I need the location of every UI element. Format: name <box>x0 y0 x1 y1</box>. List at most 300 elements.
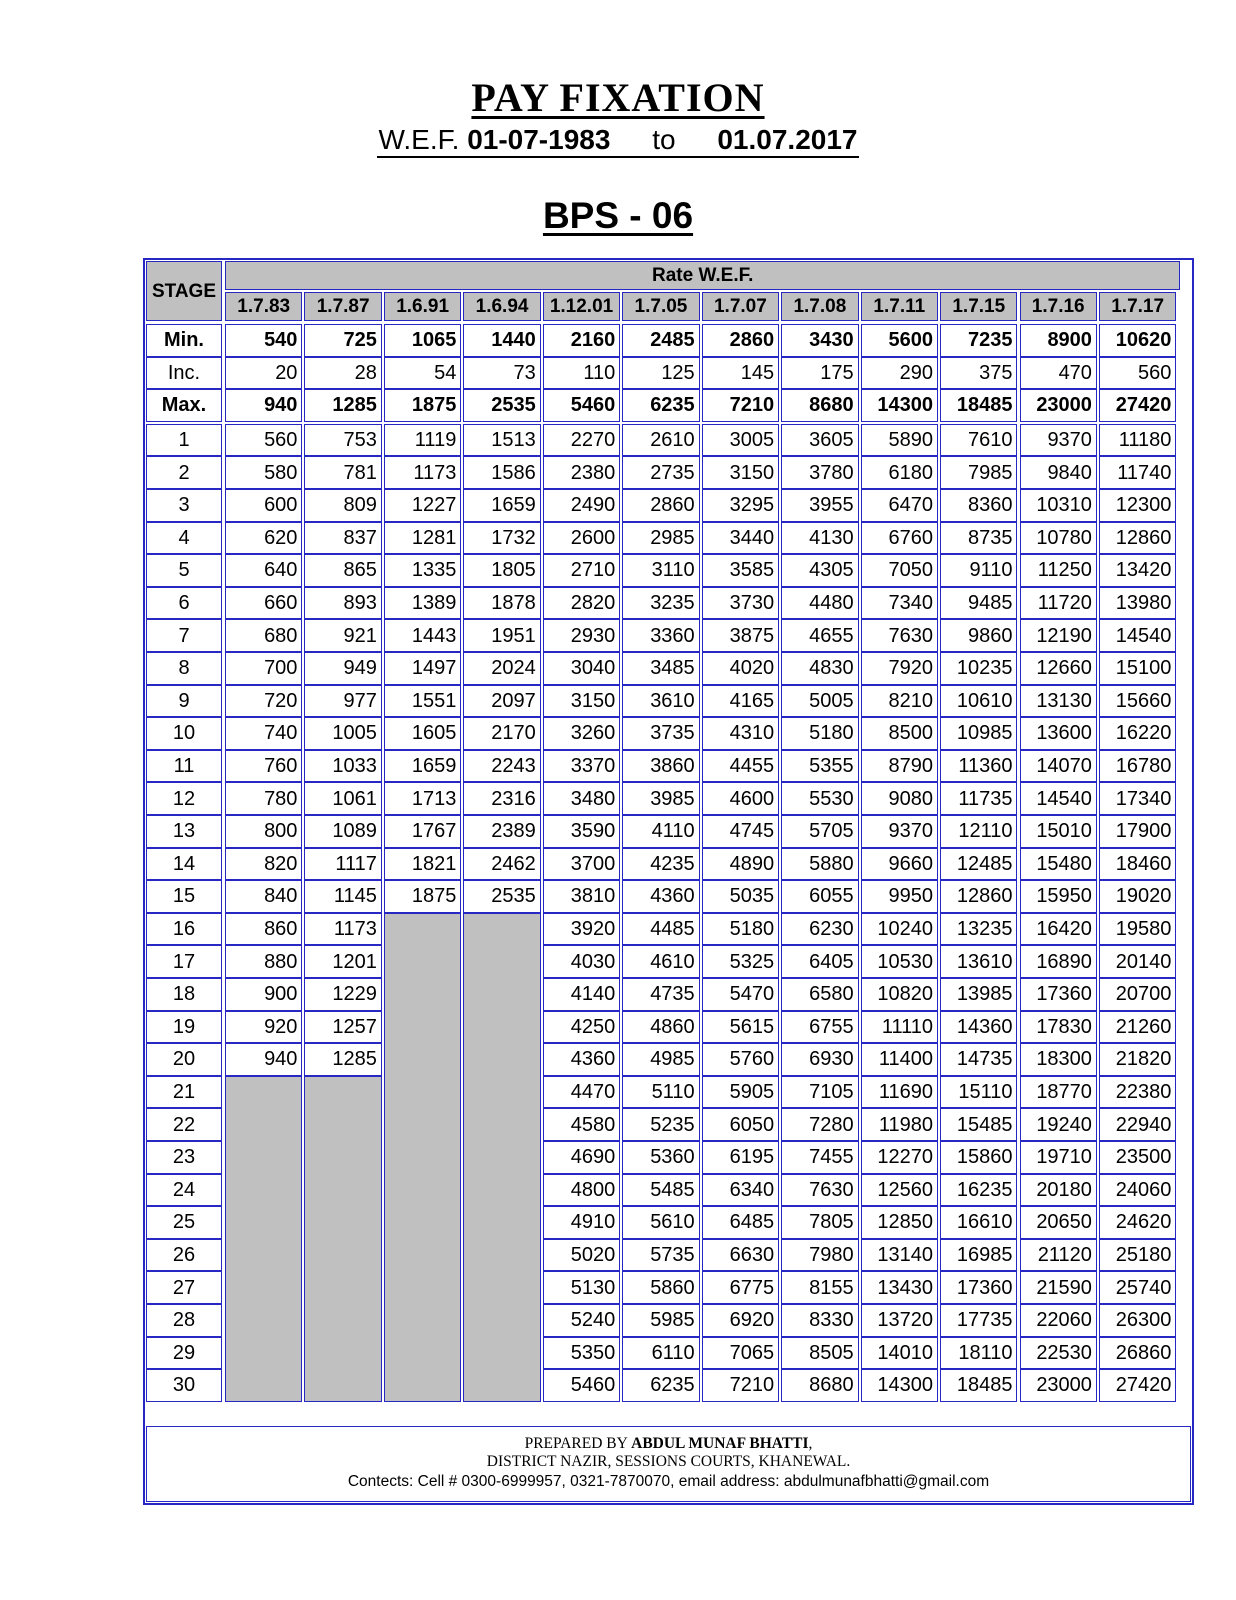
stage-value-cell: 3610 <box>622 685 699 718</box>
stage-value-cell: 15485 <box>940 1108 1017 1141</box>
stage-value-cell: 3370 <box>543 750 620 783</box>
stage-value-cell: 3040 <box>543 652 620 685</box>
stage-value-cell: 10820 <box>861 978 938 1011</box>
stage-value-cell: 5355 <box>781 750 858 783</box>
stage-value-cell: 9660 <box>861 848 938 881</box>
stage-value-cell: 3605 <box>781 424 858 457</box>
stage-value-cell: 7805 <box>781 1206 858 1239</box>
stage-value-cell: 15110 <box>940 1076 1017 1109</box>
stage-value-cell: 8505 <box>781 1337 858 1370</box>
stage-value-cell: 8500 <box>861 717 938 750</box>
stage-value-cell: 4140 <box>543 978 620 1011</box>
stage-value-cell: 3485 <box>622 652 699 685</box>
stage-value-cell: 23500 <box>1099 1141 1176 1174</box>
stage-number-cell: 21 <box>146 1076 222 1109</box>
stage-value-cell: 5180 <box>702 913 779 946</box>
stage-value-cell: 2735 <box>622 456 699 489</box>
stage-value-cell: 3955 <box>781 489 858 522</box>
stage-value-cell: 893 <box>304 587 381 620</box>
stage-number-cell: 5 <box>146 554 222 587</box>
pay-scale-title: BPS - 06 <box>542 195 694 236</box>
stage-value-cell: 13610 <box>940 945 1017 978</box>
stage-value-cell: 16235 <box>940 1174 1017 1207</box>
stage-value-cell: 22940 <box>1099 1108 1176 1141</box>
summary-value-cell: 375 <box>940 357 1017 390</box>
stage-value-cell: 21820 <box>1099 1043 1176 1076</box>
stage-value-cell: 700 <box>225 652 302 685</box>
stage-number-cell: 30 <box>146 1369 222 1402</box>
stage-value-cell: 16890 <box>1020 945 1097 978</box>
stage-value-cell: 14300 <box>861 1369 938 1402</box>
column-header-date: 1.7.05 <box>622 292 699 321</box>
stage-value-cell: 19020 <box>1099 880 1176 913</box>
stage-value-cell: 3875 <box>702 619 779 652</box>
stage-value-cell: 25740 <box>1099 1271 1176 1304</box>
summary-value-cell: 8900 <box>1020 324 1097 357</box>
stage-value-cell: 4610 <box>622 945 699 978</box>
summary-value-cell: 10620 <box>1099 324 1176 357</box>
stage-number-cell: 6 <box>146 587 222 620</box>
stage-value-cell: 6930 <box>781 1043 858 1076</box>
column-header-date: 1.6.91 <box>384 292 461 321</box>
stage-value-cell: 13980 <box>1099 587 1176 620</box>
stage-value-cell: 20650 <box>1020 1206 1097 1239</box>
stage-number-cell: 12 <box>146 782 222 815</box>
stage-value-cell: 8330 <box>781 1304 858 1337</box>
stage-value-cell: 1257 <box>304 1011 381 1044</box>
stage-value-cell: 6470 <box>861 489 938 522</box>
stage-value-cell: 21590 <box>1020 1271 1097 1304</box>
stage-value-cell: 22060 <box>1020 1304 1097 1337</box>
stage-value-cell: 15100 <box>1099 652 1176 685</box>
stage-value-cell: 781 <box>304 456 381 489</box>
stage-value-cell: 4800 <box>543 1174 620 1207</box>
summary-value-cell: 1285 <box>304 389 381 422</box>
stage-number-cell: 19 <box>146 1011 222 1044</box>
stage-number-cell: 24 <box>146 1174 222 1207</box>
summary-value-cell: 2860 <box>702 324 779 357</box>
stage-value-cell: 1119 <box>384 424 461 457</box>
stage-value-cell: 23000 <box>1020 1369 1097 1402</box>
effective-period <box>0 124 1236 158</box>
stage-value-cell: 13985 <box>940 978 1017 1011</box>
stage-value-cell: 1005 <box>304 717 381 750</box>
stage-value-cell: 5985 <box>622 1304 699 1337</box>
stage-value-cell: 12850 <box>861 1206 938 1239</box>
stage-value-cell: 9370 <box>1020 424 1097 457</box>
summary-value-cell: 1875 <box>384 389 461 422</box>
stage-value-cell: 9950 <box>861 880 938 913</box>
stage-value-cell: 949 <box>304 652 381 685</box>
stage-value-cell: 3590 <box>543 815 620 848</box>
stage-value-cell: 2462 <box>463 848 540 881</box>
stage-value-cell: 4600 <box>702 782 779 815</box>
summary-value-cell: 2160 <box>543 324 620 357</box>
stage-value-cell: 7340 <box>861 587 938 620</box>
stage-value-cell: 8680 <box>781 1369 858 1402</box>
stage-value-cell: 840 <box>225 880 302 913</box>
stage-value-cell: 18770 <box>1020 1076 1097 1109</box>
stage-value-cell: 4480 <box>781 587 858 620</box>
stage-number-cell: 3 <box>146 489 222 522</box>
stage-value-cell: 8360 <box>940 489 1017 522</box>
stage-value-cell: 2820 <box>543 587 620 620</box>
stage-value-cell: 5240 <box>543 1304 620 1337</box>
stage-value-cell: 3110 <box>622 554 699 587</box>
stage-value-cell: 6195 <box>702 1141 779 1174</box>
stage-value-cell: 4455 <box>702 750 779 783</box>
stage-value-cell: 15010 <box>1020 815 1097 848</box>
stage-value-cell: 6920 <box>702 1304 779 1337</box>
stage-value-cell: 3700 <box>543 848 620 881</box>
stage-value-cell: 14070 <box>1020 750 1097 783</box>
stage-value-cell: 3860 <box>622 750 699 783</box>
stage-value-cell: 26300 <box>1099 1304 1176 1337</box>
stage-value-cell: 4020 <box>702 652 779 685</box>
stage-value-cell: 720 <box>225 685 302 718</box>
stage-value-cell: 3585 <box>702 554 779 587</box>
stage-value-cell: 6055 <box>781 880 858 913</box>
stage-value-cell: 21120 <box>1020 1239 1097 1272</box>
column-header-date: 1.7.15 <box>940 292 1017 321</box>
stage-value-cell: 4235 <box>622 848 699 881</box>
summary-value-cell: 73 <box>463 357 540 390</box>
stage-value-cell: 9860 <box>940 619 1017 652</box>
contact-info: Contects: Cell # 0300-6999957, 0321-7870070, email address: abdulmunafbhatti@gmail.com <box>347 1473 990 1490</box>
stage-value-cell: 10780 <box>1020 522 1097 555</box>
stage-value-cell: 3440 <box>702 522 779 555</box>
stage-value-cell: 1513 <box>463 424 540 457</box>
wef-label: W.E.F. <box>378 124 460 155</box>
stage-value-cell: 5880 <box>781 848 858 881</box>
stage-value-cell: 5860 <box>622 1271 699 1304</box>
stage-value-cell: 10985 <box>940 717 1017 750</box>
stage-value-cell: 4745 <box>702 815 779 848</box>
stage-number-cell: 1 <box>146 424 222 457</box>
stage-value-cell: 15860 <box>940 1141 1017 1174</box>
page-title: PAY FIXATION <box>471 75 765 120</box>
stage-value-cell: 1767 <box>384 815 461 848</box>
stage-value-cell: 11980 <box>861 1108 938 1141</box>
stage-value-cell: 14360 <box>940 1011 1017 1044</box>
stage-value-cell: 5890 <box>861 424 938 457</box>
unused-stage-block <box>463 913 540 1402</box>
stage-value-cell: 1605 <box>384 717 461 750</box>
stage-value-cell: 17830 <box>1020 1011 1097 1044</box>
stage-value-cell: 4485 <box>622 913 699 946</box>
stage-value-cell: 8790 <box>861 750 938 783</box>
summary-value-cell: 110 <box>543 357 620 390</box>
summary-value-cell: 28 <box>304 357 381 390</box>
stage-value-cell: 6110 <box>622 1337 699 1370</box>
stage-value-cell: 900 <box>225 978 302 1011</box>
stage-value-cell: 21260 <box>1099 1011 1176 1044</box>
stage-value-cell: 12860 <box>1099 522 1176 555</box>
stage-value-cell: 800 <box>225 815 302 848</box>
stage-number-cell: 15 <box>146 880 222 913</box>
stage-value-cell: 1659 <box>463 489 540 522</box>
stage-value-cell: 12190 <box>1020 619 1097 652</box>
stage-value-cell: 3730 <box>702 587 779 620</box>
stage-value-cell: 14540 <box>1099 619 1176 652</box>
column-header-date: 1.12.01 <box>543 292 620 321</box>
stage-value-cell: 640 <box>225 554 302 587</box>
stage-value-cell: 17360 <box>940 1271 1017 1304</box>
stage-value-cell: 920 <box>225 1011 302 1044</box>
stage-value-cell: 6755 <box>781 1011 858 1044</box>
stage-value-cell: 13430 <box>861 1271 938 1304</box>
stage-value-cell: 17900 <box>1099 815 1176 848</box>
stage-value-cell: 7065 <box>702 1337 779 1370</box>
stage-value-cell: 6180 <box>861 456 938 489</box>
stage-value-cell: 11720 <box>1020 587 1097 620</box>
stage-value-cell: 4690 <box>543 1141 620 1174</box>
stage-value-cell: 1173 <box>384 456 461 489</box>
stage-value-cell: 17340 <box>1099 782 1176 815</box>
column-header-date: 1.7.07 <box>702 292 779 321</box>
stage-value-cell: 1821 <box>384 848 461 881</box>
unused-stage-block <box>304 1076 381 1402</box>
stage-value-cell: 5035 <box>702 880 779 913</box>
summary-value-cell: 54 <box>384 357 461 390</box>
stage-number-cell: 20 <box>146 1043 222 1076</box>
stage-value-cell: 7630 <box>781 1174 858 1207</box>
column-header-date: 1.7.08 <box>781 292 858 321</box>
stage-value-cell: 4985 <box>622 1043 699 1076</box>
column-header-date: 1.6.94 <box>463 292 540 321</box>
stage-value-cell: 10610 <box>940 685 1017 718</box>
stage-number-cell: 18 <box>146 978 222 1011</box>
stage-value-cell: 580 <box>225 456 302 489</box>
stage-value-cell: 921 <box>304 619 381 652</box>
stage-value-cell: 2600 <box>543 522 620 555</box>
stage-number-cell: 10 <box>146 717 222 750</box>
stage-value-cell: 1227 <box>384 489 461 522</box>
stage-value-cell: 2610 <box>622 424 699 457</box>
stage-value-cell: 1551 <box>384 685 461 718</box>
summary-value-cell: 940 <box>225 389 302 422</box>
stage-value-cell: 7980 <box>781 1239 858 1272</box>
summary-value-cell: 725 <box>304 324 381 357</box>
stage-value-cell: 4360 <box>543 1043 620 1076</box>
author-name: ABDUL MUNAF BHATTI <box>631 1435 809 1452</box>
stage-value-cell: 9080 <box>861 782 938 815</box>
stage-number-cell: 8 <box>146 652 222 685</box>
summary-value-cell: 125 <box>622 357 699 390</box>
stage-value-cell: 1335 <box>384 554 461 587</box>
stage-value-cell: 880 <box>225 945 302 978</box>
unused-stage-block <box>225 1076 302 1402</box>
stage-value-cell: 16420 <box>1020 913 1097 946</box>
stage-value-cell: 5005 <box>781 685 858 718</box>
rate-header: Rate W.E.F. <box>225 261 1180 290</box>
stage-value-cell: 6775 <box>702 1271 779 1304</box>
stage-value-cell: 8735 <box>940 522 1017 555</box>
stage-value-cell: 760 <box>225 750 302 783</box>
to-date: 01.07.2017 <box>717 124 858 155</box>
stage-value-cell: 7610 <box>940 424 1017 457</box>
stage-value-cell: 6630 <box>702 1239 779 1272</box>
stage-number-cell: 17 <box>146 945 222 978</box>
stage-number-cell: 14 <box>146 848 222 881</box>
summary-row-label: Max. <box>146 389 222 422</box>
stage-value-cell: 9110 <box>940 554 1017 587</box>
stage-value-cell: 740 <box>225 717 302 750</box>
stage-value-cell: 4830 <box>781 652 858 685</box>
stage-number-cell: 22 <box>146 1108 222 1141</box>
stage-value-cell: 10310 <box>1020 489 1097 522</box>
stage-value-cell: 4580 <box>543 1108 620 1141</box>
summary-value-cell: 540 <box>225 324 302 357</box>
stage-value-cell: 1805 <box>463 554 540 587</box>
stage-value-cell: 13140 <box>861 1239 938 1272</box>
stage-value-cell: 9840 <box>1020 456 1097 489</box>
stage-value-cell: 2710 <box>543 554 620 587</box>
stage-value-cell: 820 <box>225 848 302 881</box>
stage-value-cell: 1117 <box>304 848 381 881</box>
stage-value-cell: 5530 <box>781 782 858 815</box>
stage-value-cell: 2380 <box>543 456 620 489</box>
stage-value-cell: 1586 <box>463 456 540 489</box>
stage-value-cell: 24620 <box>1099 1206 1176 1239</box>
column-header-date: 1.7.83 <box>225 292 302 321</box>
stage-number-cell: 28 <box>146 1304 222 1337</box>
stage-number-cell: 29 <box>146 1337 222 1370</box>
summary-value-cell: 3430 <box>781 324 858 357</box>
stage-value-cell: 4360 <box>622 880 699 913</box>
stage-value-cell: 3150 <box>543 685 620 718</box>
stage-value-cell: 7050 <box>861 554 938 587</box>
author-designation: DISTRICT NAZIR, SESSIONS COURTS, KHANEWAL. <box>486 1453 851 1470</box>
stage-value-cell: 12110 <box>940 815 1017 848</box>
stage-value-cell: 3735 <box>622 717 699 750</box>
stage-value-cell: 19580 <box>1099 913 1176 946</box>
to-label: to <box>652 124 676 155</box>
stage-value-cell: 1878 <box>463 587 540 620</box>
stage-value-cell: 1145 <box>304 880 381 913</box>
stage-value-cell: 14735 <box>940 1043 1017 1076</box>
summary-value-cell: 7235 <box>940 324 1017 357</box>
stage-value-cell: 1875 <box>384 880 461 913</box>
stage-value-cell: 620 <box>225 522 302 555</box>
stage-value-cell: 2170 <box>463 717 540 750</box>
stage-value-cell: 4890 <box>702 848 779 881</box>
stage-value-cell: 15480 <box>1020 848 1097 881</box>
stage-value-cell: 17735 <box>940 1304 1017 1337</box>
stage-value-cell: 4735 <box>622 978 699 1011</box>
stage-value-cell: 4030 <box>543 945 620 978</box>
stage-value-cell: 4470 <box>543 1076 620 1109</box>
stage-value-cell: 3150 <box>702 456 779 489</box>
stage-value-cell: 17360 <box>1020 978 1097 1011</box>
stage-value-cell: 18300 <box>1020 1043 1097 1076</box>
stage-value-cell: 10530 <box>861 945 938 978</box>
stage-value-cell: 4910 <box>543 1206 620 1239</box>
stage-value-cell: 3920 <box>543 913 620 946</box>
stage-value-cell: 5485 <box>622 1174 699 1207</box>
stage-value-cell: 7630 <box>861 619 938 652</box>
stage-value-cell: 1732 <box>463 522 540 555</box>
summary-value-cell: 18485 <box>940 389 1017 422</box>
summary-value-cell: 6235 <box>622 389 699 422</box>
stage-value-cell: 22380 <box>1099 1076 1176 1109</box>
stage-value-cell: 7985 <box>940 456 1017 489</box>
stage-value-cell: 12485 <box>940 848 1017 881</box>
stage-value-cell: 16220 <box>1099 717 1176 750</box>
stage-value-cell: 2243 <box>463 750 540 783</box>
stage-value-cell: 5735 <box>622 1239 699 1272</box>
footer: PREPARED BY ABDUL MUNAF BHATTI, DISTRICT NAZIR, SESSIONS COURTS, KHANEWAL. Contects: Cell # 0300-6999957, 0321-7870070, email address: abdulmunafbhatti@gmail.com <box>146 1426 1191 1502</box>
stage-value-cell: 19240 <box>1020 1108 1097 1141</box>
stage-value-cell: 5020 <box>543 1239 620 1272</box>
stage-number-cell: 7 <box>146 619 222 652</box>
stage-value-cell: 2985 <box>622 522 699 555</box>
stage-value-cell: 865 <box>304 554 381 587</box>
stage-value-cell: 5905 <box>702 1076 779 1109</box>
stage-value-cell: 13420 <box>1099 554 1176 587</box>
stage-value-cell: 780 <box>225 782 302 815</box>
stage-value-cell: 1229 <box>304 978 381 1011</box>
stage-value-cell: 3260 <box>543 717 620 750</box>
stage-value-cell: 560 <box>225 424 302 457</box>
stage-value-cell: 2097 <box>463 685 540 718</box>
stage-value-cell: 7210 <box>702 1369 779 1402</box>
stage-value-cell: 2389 <box>463 815 540 848</box>
stage-number-cell: 2 <box>146 456 222 489</box>
stage-value-cell: 1089 <box>304 815 381 848</box>
summary-value-cell: 5460 <box>543 389 620 422</box>
stage-value-cell: 9485 <box>940 587 1017 620</box>
stage-value-cell: 24060 <box>1099 1174 1176 1207</box>
stage-value-cell: 1389 <box>384 587 461 620</box>
summary-value-cell: 470 <box>1020 357 1097 390</box>
stage-value-cell: 4860 <box>622 1011 699 1044</box>
summary-value-cell: 5600 <box>861 324 938 357</box>
stage-value-cell: 14010 <box>861 1337 938 1370</box>
stage-value-cell: 4655 <box>781 619 858 652</box>
stage-value-cell: 11740 <box>1099 456 1176 489</box>
unused-stage-block <box>384 913 461 1402</box>
column-header-date: 1.7.16 <box>1020 292 1097 321</box>
summary-value-cell: 14300 <box>861 389 938 422</box>
stage-value-cell: 7105 <box>781 1076 858 1109</box>
stage-value-cell: 4305 <box>781 554 858 587</box>
stage-value-cell: 7455 <box>781 1141 858 1174</box>
stage-value-cell: 13130 <box>1020 685 1097 718</box>
summary-value-cell: 175 <box>781 357 858 390</box>
stage-number-cell: 4 <box>146 522 222 555</box>
stage-number-cell: 13 <box>146 815 222 848</box>
stage-value-cell: 2316 <box>463 782 540 815</box>
stage-value-cell: 3295 <box>702 489 779 522</box>
stage-value-cell: 13600 <box>1020 717 1097 750</box>
stage-value-cell: 16610 <box>940 1206 1017 1239</box>
stage-value-cell: 20700 <box>1099 978 1176 1011</box>
stage-value-cell: 12300 <box>1099 489 1176 522</box>
stage-value-cell: 680 <box>225 619 302 652</box>
stage-value-cell: 14540 <box>1020 782 1097 815</box>
stage-value-cell: 5130 <box>543 1271 620 1304</box>
stage-value-cell: 940 <box>225 1043 302 1076</box>
stage-value-cell: 2490 <box>543 489 620 522</box>
column-header-date: 1.7.11 <box>861 292 938 321</box>
stage-value-cell: 19710 <box>1020 1141 1097 1174</box>
stage-value-cell: 2860 <box>622 489 699 522</box>
summary-value-cell: 2535 <box>463 389 540 422</box>
stage-value-cell: 4130 <box>781 522 858 555</box>
stage-value-cell: 16985 <box>940 1239 1017 1272</box>
stage-value-cell: 6230 <box>781 913 858 946</box>
